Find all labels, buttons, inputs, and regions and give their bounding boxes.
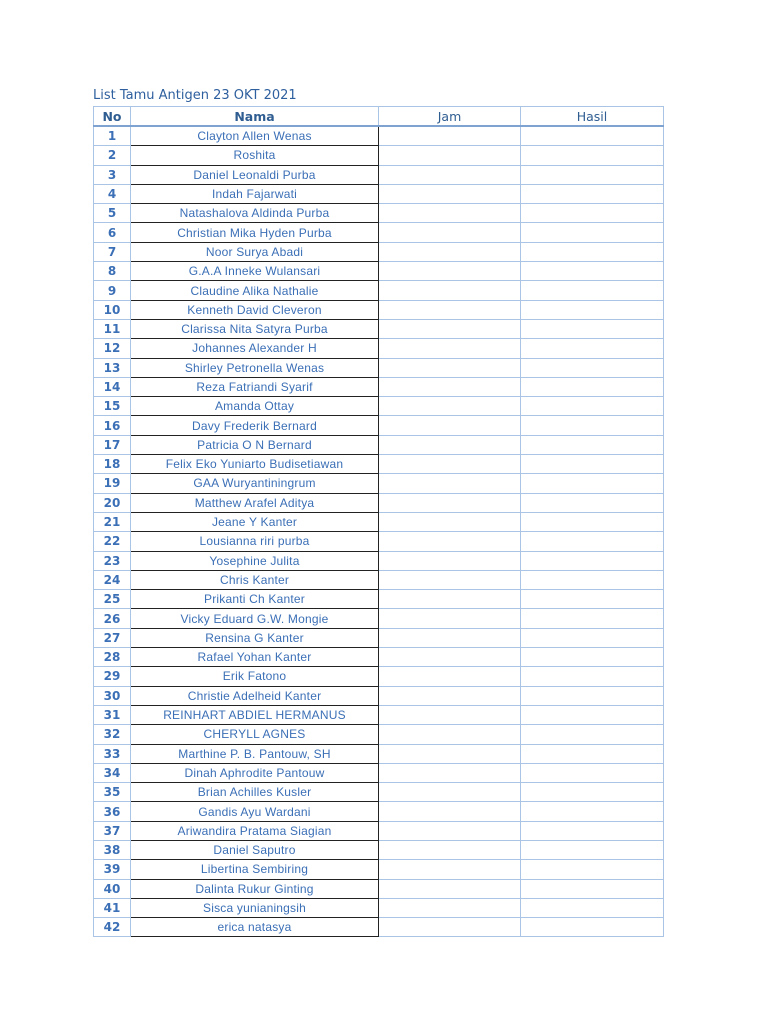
table-row [94,512,664,531]
jam-cell[interactable] [379,860,521,879]
table-row [94,281,664,300]
table-row [94,397,664,416]
guest-name-cell[interactable]: Kenneth David Cleveron [131,300,379,319]
row-number-cell[interactable]: 17 [94,435,131,454]
hasil-cell[interactable] [521,648,664,667]
guest-name-cell[interactable]: Matthew Arafel Aditya [131,493,379,512]
table-row [94,628,664,647]
column-header-jam[interactable]: Jam [379,107,521,127]
jam-cell[interactable] [379,300,521,319]
row-number-cell[interactable]: 29 [94,667,131,686]
hasil-cell[interactable] [521,667,664,686]
guest-name-cell[interactable]: Clayton Allen Wenas [131,126,379,146]
hasil-cell[interactable] [521,590,664,609]
table-row [94,570,664,589]
guest-name-cell[interactable]: Shirley Petronella Wenas [131,358,379,377]
hasil-cell[interactable] [521,840,664,859]
table-row [94,319,664,338]
table-row [94,686,664,705]
header-row [94,107,664,127]
jam-cell[interactable] [379,763,521,782]
guest-name-cell[interactable]: Johannes Alexander H [131,339,379,358]
jam-cell[interactable] [379,397,521,416]
jam-cell[interactable] [379,686,521,705]
row-number-cell[interactable]: 22 [94,532,131,551]
table-row [94,590,664,609]
guest-name-cell[interactable]: REINHART ABDIEL HERMANUS [131,705,379,724]
guest-name-cell[interactable]: Reza Fatriandi Syarif [131,377,379,396]
table-row [94,744,664,763]
table-row [94,455,664,474]
row-number-cell[interactable]: 5 [94,204,131,223]
guest-name-cell[interactable]: Jeane Y Kanter [131,512,379,531]
jam-cell[interactable] [379,165,521,184]
table-row [94,609,664,628]
table-row [94,377,664,396]
row-number-cell[interactable]: 36 [94,802,131,821]
row-number-cell[interactable]: 10 [94,300,131,319]
table-row [94,242,664,261]
table-row [94,667,664,686]
hasil-cell[interactable] [521,397,664,416]
jam-cell[interactable] [379,416,521,435]
jam-cell[interactable] [379,570,521,589]
row-number-cell[interactable]: 28 [94,648,131,667]
jam-cell[interactable] [379,223,521,242]
row-number-cell[interactable]: 2 [94,146,131,165]
hasil-cell[interactable] [521,146,664,165]
jam-cell[interactable] [379,358,521,377]
guest-name-cell[interactable]: Dalinta Rukur Ginting [131,879,379,898]
guest-name-cell[interactable]: Clarissa Nita Satyra Purba [131,319,379,338]
row-number-cell[interactable]: 41 [94,898,131,917]
table-row [94,435,664,454]
row-number-cell[interactable]: 25 [94,590,131,609]
guest-name-cell[interactable]: Daniel Leonaldi Purba [131,165,379,184]
hasil-cell[interactable] [521,242,664,261]
row-number-cell[interactable]: 32 [94,725,131,744]
hasil-cell[interactable] [521,223,664,242]
jam-cell[interactable] [379,126,521,146]
table-row [94,879,664,898]
hasil-cell[interactable] [521,609,664,628]
hasil-cell[interactable] [521,744,664,763]
table-row [94,840,664,859]
hasil-cell[interactable] [521,416,664,435]
hasil-cell[interactable] [521,570,664,589]
jam-cell[interactable] [379,918,521,937]
table-row [94,416,664,435]
guest-name-cell[interactable]: CHERYLL AGNES [131,725,379,744]
hasil-cell[interactable] [521,628,664,647]
guest-name-cell[interactable]: GAA Wuryantiningrum [131,474,379,493]
jam-cell[interactable] [379,146,521,165]
hasil-cell[interactable] [521,860,664,879]
hasil-cell[interactable] [521,879,664,898]
column-header-hasil[interactable]: Hasil [521,107,664,127]
guest-name-cell[interactable]: Davy Frederik Bernard [131,416,379,435]
table-row [94,821,664,840]
row-number-cell[interactable]: 11 [94,319,131,338]
jam-cell[interactable] [379,802,521,821]
table-row [94,358,664,377]
table-row [94,648,664,667]
jam-cell[interactable] [379,898,521,917]
row-number-cell[interactable]: 37 [94,821,131,840]
guest-name-cell[interactable]: Sisca yunianingsih [131,898,379,917]
guest-name-cell[interactable]: Yosephine Julita [131,551,379,570]
row-number-cell[interactable]: 31 [94,705,131,724]
jam-cell[interactable] [379,435,521,454]
guest-name-cell[interactable]: Roshita [131,146,379,165]
table-body [94,126,664,937]
table-row [94,474,664,493]
table-row [94,146,664,165]
row-number-cell[interactable]: 27 [94,628,131,647]
jam-cell[interactable] [379,281,521,300]
jam-cell[interactable] [379,204,521,223]
row-number-cell[interactable]: 3 [94,165,131,184]
guest-table [93,106,664,937]
row-number-cell[interactable]: 38 [94,840,131,859]
row-number-cell[interactable]: 26 [94,609,131,628]
hasil-cell[interactable] [521,339,664,358]
row-number-cell[interactable]: 14 [94,377,131,396]
hasil-cell[interactable] [521,705,664,724]
row-number-cell[interactable]: 23 [94,551,131,570]
row-number-cell[interactable]: 8 [94,262,131,281]
jam-cell[interactable] [379,590,521,609]
hasil-cell[interactable] [521,204,664,223]
guest-name-cell[interactable]: erica natasya [131,918,379,937]
jam-cell[interactable] [379,474,521,493]
jam-cell[interactable] [379,242,521,261]
row-number-cell[interactable]: 30 [94,686,131,705]
guest-name-cell[interactable]: Vicky Eduard G.W. Mongie [131,609,379,628]
sheet-title: List Tamu Antigen 23 OKT 2021 [93,88,297,103]
guest-name-cell[interactable]: G.A.A Inneke Wulansari [131,262,379,281]
table-row [94,300,664,319]
jam-cell[interactable] [379,667,521,686]
guest-name-cell[interactable]: Rensina G Kanter [131,628,379,647]
row-number-cell[interactable]: 12 [94,339,131,358]
hasil-cell[interactable] [521,435,664,454]
hasil-cell[interactable] [521,898,664,917]
jam-cell[interactable] [379,455,521,474]
jam-cell[interactable] [379,705,521,724]
hasil-cell[interactable] [521,532,664,551]
row-number-cell[interactable]: 42 [94,918,131,937]
table-row [94,204,664,223]
row-number-cell[interactable]: 34 [94,763,131,782]
row-number-cell[interactable]: 16 [94,416,131,435]
table-row [94,918,664,937]
guest-name-cell[interactable]: Daniel Saputro [131,840,379,859]
hasil-cell[interactable] [521,551,664,570]
hasil-cell[interactable] [521,763,664,782]
table-row [94,339,664,358]
jam-cell[interactable] [379,184,521,203]
guest-name-cell[interactable]: Felix Eko Yuniarto Budisetiawan [131,455,379,474]
guest-name-cell[interactable]: Brian Achilles Kusler [131,783,379,802]
guest-name-cell[interactable]: Christian Mika Hyden Purba [131,223,379,242]
column-header-nama[interactable]: Nama [131,107,379,127]
jam-cell[interactable] [379,879,521,898]
guest-name-cell[interactable]: Claudine Alika Nathalie [131,281,379,300]
guest-name-cell[interactable]: Chris Kanter [131,570,379,589]
jam-cell[interactable] [379,725,521,744]
table-row [94,223,664,242]
hasil-cell[interactable] [521,802,664,821]
hasil-cell[interactable] [521,319,664,338]
table-row [94,802,664,821]
jam-cell[interactable] [379,262,521,281]
jam-cell[interactable] [379,821,521,840]
guest-name-cell[interactable]: Libertina Sembiring [131,860,379,879]
row-number-cell[interactable]: 6 [94,223,131,242]
hasil-cell[interactable] [521,126,664,146]
guest-name-cell[interactable]: Natashalova Aldinda Purba [131,204,379,223]
row-number-cell[interactable]: 15 [94,397,131,416]
hasil-cell[interactable] [521,725,664,744]
jam-cell[interactable] [379,628,521,647]
table-row [94,126,664,146]
column-header-no[interactable]: No [94,107,131,127]
guest-name-cell[interactable]: Amanda Ottay [131,397,379,416]
guest-name-cell[interactable]: Indah Fajarwati [131,184,379,203]
row-number-cell[interactable]: 24 [94,570,131,589]
row-number-cell[interactable]: 21 [94,512,131,531]
hasil-cell[interactable] [521,493,664,512]
row-number-cell[interactable]: 1 [94,126,131,146]
jam-cell[interactable] [379,493,521,512]
hasil-cell[interactable] [521,165,664,184]
table-row [94,860,664,879]
guest-name-cell[interactable]: Patricia O N Bernard [131,435,379,454]
guest-name-cell[interactable]: Noor Surya Abadi [131,242,379,261]
row-number-cell[interactable]: 40 [94,879,131,898]
row-number-cell[interactable]: 35 [94,783,131,802]
hasil-cell[interactable] [521,686,664,705]
guest-name-cell[interactable]: Rafael Yohan Kanter [131,648,379,667]
table-row [94,783,664,802]
table-row [94,725,664,744]
hasil-cell[interactable] [521,184,664,203]
jam-cell[interactable] [379,783,521,802]
table-row [94,551,664,570]
hasil-cell[interactable] [521,358,664,377]
jam-cell[interactable] [379,377,521,396]
guest-name-cell[interactable]: Gandis Ayu Wardani [131,802,379,821]
row-number-cell[interactable]: 33 [94,744,131,763]
row-number-cell[interactable]: 13 [94,358,131,377]
hasil-cell[interactable] [521,377,664,396]
guest-name-cell[interactable]: Dinah Aphrodite Pantouw [131,763,379,782]
table-row [94,705,664,724]
row-number-cell[interactable]: 9 [94,281,131,300]
hasil-cell[interactable] [521,300,664,319]
row-number-cell[interactable]: 19 [94,474,131,493]
guest-name-cell[interactable]: Marthine P. B. Pantouw, SH [131,744,379,763]
hasil-cell[interactable] [521,262,664,281]
hasil-cell[interactable] [521,474,664,493]
table-row [94,165,664,184]
guest-name-cell[interactable]: Erik Fatono [131,667,379,686]
jam-cell[interactable] [379,551,521,570]
hasil-cell[interactable] [521,918,664,937]
table-row [94,262,664,281]
jam-cell[interactable] [379,609,521,628]
jam-cell[interactable] [379,744,521,763]
row-number-cell[interactable]: 4 [94,184,131,203]
jam-cell[interactable] [379,840,521,859]
row-number-cell[interactable]: 39 [94,860,131,879]
guest-name-cell[interactable]: Prikanti Ch Kanter [131,590,379,609]
hasil-cell[interactable] [521,281,664,300]
table-row [94,184,664,203]
hasil-cell[interactable] [521,821,664,840]
guest-name-cell[interactable]: Christie Adelheid Kanter [131,686,379,705]
jam-cell[interactable] [379,339,521,358]
jam-cell[interactable] [379,532,521,551]
hasil-cell[interactable] [521,512,664,531]
table-row [94,763,664,782]
row-number-cell[interactable]: 7 [94,242,131,261]
row-number-cell[interactable]: 20 [94,493,131,512]
jam-cell[interactable] [379,512,521,531]
table-row [94,898,664,917]
jam-cell[interactable] [379,648,521,667]
hasil-cell[interactable] [521,455,664,474]
hasil-cell[interactable] [521,783,664,802]
table-row [94,493,664,512]
row-number-cell[interactable]: 18 [94,455,131,474]
table-row [94,532,664,551]
jam-cell[interactable] [379,319,521,338]
guest-name-cell[interactable]: Ariwandira Pratama Siagian [131,821,379,840]
guest-name-cell[interactable]: Lousianna riri purba [131,532,379,551]
